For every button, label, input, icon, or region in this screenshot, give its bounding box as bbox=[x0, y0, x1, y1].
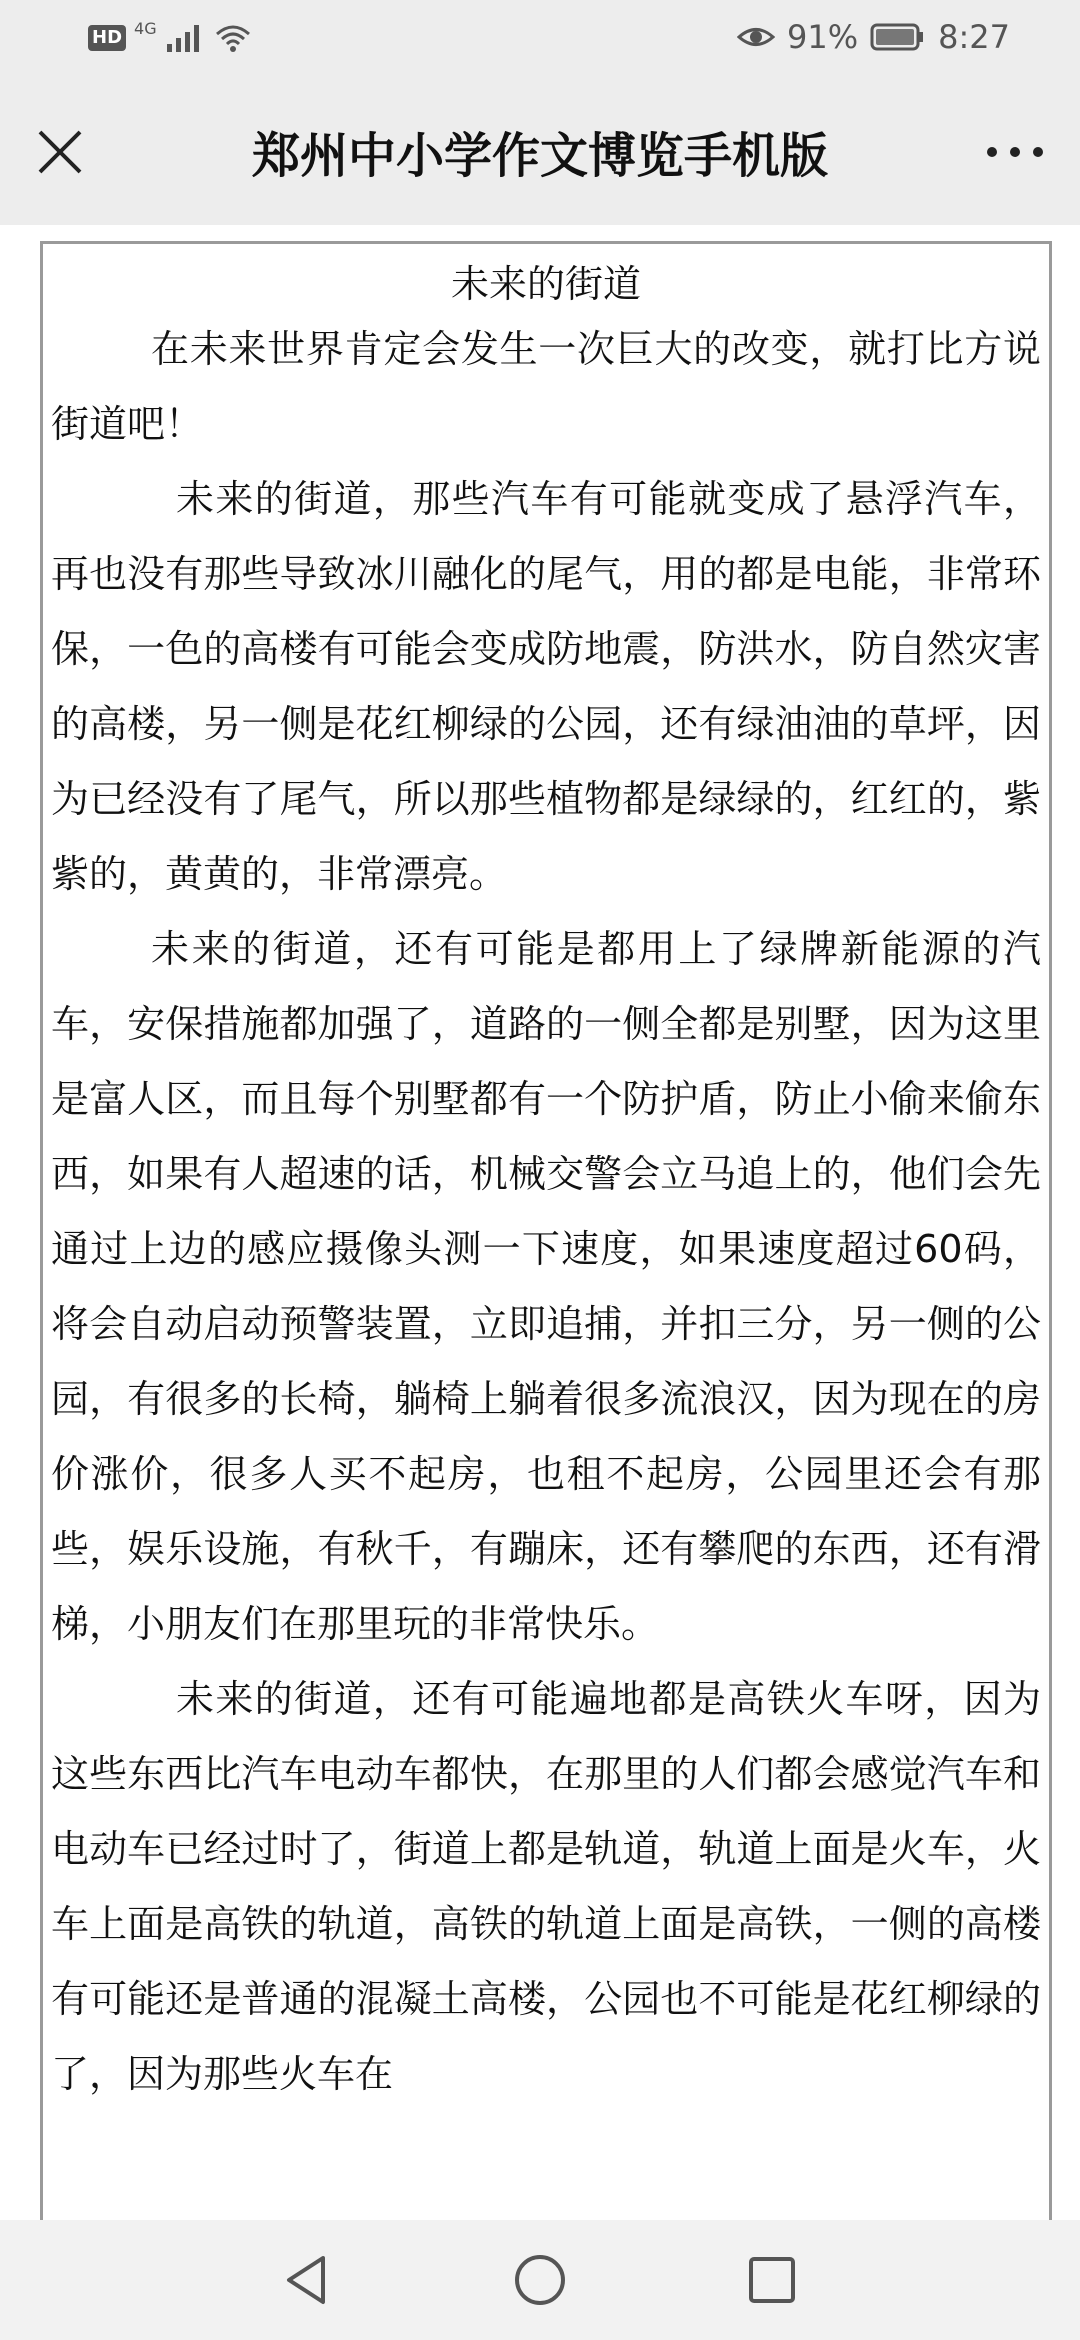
webview-content[interactable] bbox=[0, 225, 1080, 2220]
article-paragraph: 在未来世界肯定会发生一次巨大的改变，就打比方说街道吧！ bbox=[51, 327, 1041, 446]
title-bar bbox=[0, 80, 1080, 225]
battery-percent: 91% bbox=[787, 18, 859, 56]
article-body bbox=[43, 312, 1049, 2112]
more-button[interactable] bbox=[980, 122, 1050, 182]
article-paragraph: 未来的街道，还有可能是都用上了绿牌新能源的汽车，安保措施都加强了，道路的一侧全都是别墅，因为这里是富人区，而且每个别墅都有一个防护盾，防止小偷来偷东西，如果有人超速的话，机械交警会立马追上的，他们会先通过上边的感应摄像头测一下速度，如果速度超过60码，将会自动启动预警装置，立即追捕，并扣三分，另一侧的公园，有很多的长椅，躺椅上躺着很多流浪汉，因为现在的房价涨价，很多人买不起房，也租不起房，公园里还会有那些，娱乐设施，有秋千，有蹦床，还有攀爬的东西，还有滑梯，小朋友们在那里玩的非常快乐。 bbox=[51, 927, 1041, 1646]
article-title: 未来的街道 bbox=[450, 262, 641, 306]
close-button[interactable] bbox=[30, 122, 90, 182]
home-circle-icon bbox=[510, 2250, 570, 2310]
close-icon bbox=[30, 122, 90, 182]
status-left bbox=[88, 18, 253, 54]
clock: 8:27 bbox=[938, 18, 1010, 56]
more-dots-icon bbox=[980, 122, 1050, 182]
recents-button[interactable] bbox=[742, 2250, 802, 2310]
wifi-icon bbox=[213, 22, 253, 54]
article-frame bbox=[40, 241, 1052, 2220]
hd-badge: HD bbox=[88, 25, 126, 51]
page-title: 郑州中小学作文博览手机版 bbox=[251, 128, 828, 184]
eye-comfort-icon bbox=[737, 22, 775, 52]
battery-icon bbox=[870, 22, 926, 52]
status-bar bbox=[0, 0, 1080, 80]
article-paragraph: 未来的街道，还有可能遍地都是高铁火车呀，因为这些东西比汽车电动车都快，在那里的人们都会感觉汽车和电动车已经过时了，街道上都是轨道，轨道上面是火车，火车上面是高铁的轨道，高铁的轨道上面是高铁，一侧的高楼有可能还是普通的混凝土高楼，公园也不可能是花红柳绿的了，因为那些火车在 bbox=[51, 1677, 1041, 2096]
signal-icon bbox=[165, 22, 205, 54]
home-button[interactable] bbox=[510, 2250, 570, 2310]
back-triangle-icon bbox=[277, 2250, 337, 2310]
recents-square-icon bbox=[742, 2250, 802, 2310]
status-right bbox=[737, 18, 1010, 56]
article-paragraph: 未来的街道，那些汽车有可能就变成了悬浮汽车，再也没有那些导致冰川融化的尾气，用的都是电能，非常环保，一色的高楼有可能会变成防地震，防洪水，防自然灾害的高楼，另一侧是花红柳绿的公园，还有绿油油的草坪，因为已经没有了尾气，所以那些植物都是绿绿的，红红的，紫紫的，黄黄的，非常漂亮。 bbox=[51, 477, 1041, 896]
back-button[interactable] bbox=[277, 2250, 337, 2310]
network-type: 4G bbox=[134, 18, 157, 38]
system-nav-bar bbox=[0, 2220, 1080, 2340]
